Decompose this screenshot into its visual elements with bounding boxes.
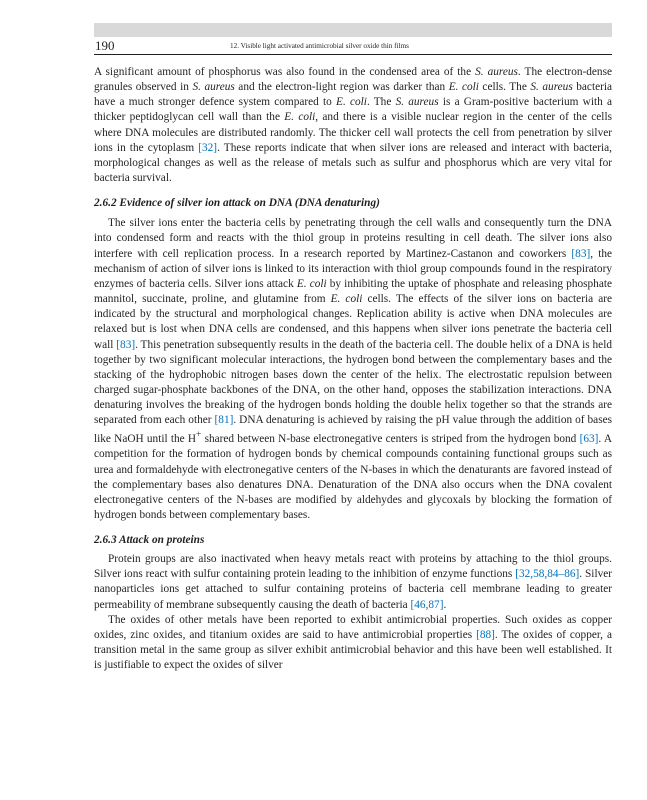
text-run: . The bbox=[366, 96, 396, 109]
header-bar bbox=[94, 23, 612, 37]
text-run: The silver ions enter the bacteria cells by penetrating through the cell walls and consequently turn the DNA into condensed form and reacts with the thiol group in proteins resulting in cell death. The silver ions also interfere with cell replication process. In a research reported by Martinez-Castanon and coworkers bbox=[94, 217, 612, 260]
header-rule bbox=[94, 54, 612, 55]
citation-link[interactable]: [83] bbox=[116, 338, 136, 351]
text-run: , the mechanism of action of silver ions is linked to its interaction with thiol group compounds found in the respiratory enzymes of bacteria cells. Silver ions attack bbox=[94, 247, 612, 290]
species-name: E. coli bbox=[330, 293, 363, 306]
species-name: E. coli bbox=[336, 96, 367, 109]
text-run: . These reports indicate that when silver ions are released and interact with bacteria, morphological changes as well as the release of metals such as sulfur and phosphorus which are very vital for bacteria survival. bbox=[94, 141, 612, 185]
text-run: . Silver nanoparticles ions get attached to sulfur containing proteins of bacteria cell membrane leading to greater permeability of membrane subsequently causing the death of bacteria bbox=[94, 568, 613, 611]
text-run: cells. The bbox=[478, 81, 531, 94]
citation-link[interactable]: [63] bbox=[579, 433, 599, 446]
section-2-6-3-paragraph-1 bbox=[94, 552, 612, 613]
text-run: is a Gram-positive bacterium with a thicker peptidoglycan cell wall than the bbox=[94, 96, 612, 124]
text-run: . A competition for the formation of hydrogen bonds by chemical compounds containing functional groups such as urea and formaldehyde with electronegative centers of the N-bases in which the denaturants are favored instead of the complementary bases also denatures DNA. Denaturation of the DNA also occurs when the DNA covalent electronegative centers of the N-bases are modified by aldehydes and glycoxals by blocking the formation of hydrogen bonds between complementary bases. bbox=[94, 433, 612, 521]
page-number: 190 bbox=[95, 38, 115, 53]
citation-link[interactable]: [32,58,84–86] bbox=[515, 568, 580, 581]
text-run: cells. The effects of the silver ions on bacteria are indicated by the structural and morphological changes. Replication ability is active when DNA molecules are relaxed but is lost when DNA cells are condensed, and this happens when silver ions penetrate the bacteria cell wall bbox=[94, 293, 612, 351]
text-run: A significant amount of phosphorus was also found in the condensed area of the bbox=[94, 66, 476, 78]
citation-link[interactable]: [83] bbox=[571, 247, 591, 260]
text-run: . The oxides of copper, a transition metal in the same group as silver exhibit antimicrobial behavior and this have been well established. It is justifiable to expect the oxides of silver bbox=[94, 628, 612, 672]
citation-link[interactable]: [46,87] bbox=[410, 598, 444, 611]
section-heading-2-6-2: 2.6.2 Evidence of silver ion attack on DNA (DNA denaturing) bbox=[94, 197, 380, 210]
section-2-6-2-paragraph bbox=[94, 216, 612, 523]
text-run: The oxides of other metals have been reported to exhibit antimicrobial properties. Such oxides as copper oxides, zinc oxides, and titanium oxides are said to have antimicrobial properties bbox=[94, 613, 612, 641]
text-run: bacteria have a much stronger defence system compared to bbox=[94, 81, 613, 109]
body-text bbox=[94, 65, 612, 673]
text-run: . bbox=[443, 598, 447, 611]
citation-link[interactable]: [88] bbox=[476, 628, 495, 641]
text-run: . This penetration subsequently results in the death of the bacteria cell. The double helix of a DNA is held together by two significant molecular interactions, the hydrogen bond between the complementary bases and the stacking of the hydrophobic nitrogen bases down the center of the helix. The electrostatic repulsion between charged sugar-phosphate backbones of the DNA, on the other hand, opposes the stabilization interactions. DNA denaturing involves the breaking of the hydrogen bonds holding the double helix together so that the strands are separated from each other bbox=[94, 338, 612, 427]
running-head: 12. Visible light activated antimicrobial silver oxide thin films bbox=[230, 42, 409, 50]
species-name: E. coli bbox=[284, 111, 316, 124]
species-name: E. coli bbox=[296, 277, 327, 290]
intro-paragraph bbox=[94, 65, 612, 186]
citation-link[interactable]: [32] bbox=[198, 141, 218, 154]
citation-link[interactable]: [81] bbox=[214, 414, 234, 427]
species-name: S. aureus bbox=[395, 96, 439, 109]
text-run: shared between N-base electronegative centers is striped from the hydrogen bond bbox=[201, 433, 580, 446]
species-name: S. aureus bbox=[475, 66, 518, 78]
superscript: + bbox=[196, 430, 202, 441]
text-run: . DNA denaturing is achieved by raising the pH value through the addition of bases like NaOH until the H bbox=[94, 414, 613, 446]
species-name: S. aureus bbox=[530, 81, 573, 94]
text-run: , and there is a visible nuclear region in the center of the cells where DNA molecules are distributed randomly. The thicker cell wall protects the cell from penetration by silver ions in the cytoplasm bbox=[94, 111, 612, 154]
text-run: Protein groups are also inactivated when heavy metals react with proteins by attaching to the thiol groups. Silver ions react with sulfur containing protein leading to the inhibition of enzyme functions bbox=[94, 553, 612, 581]
text-run: and the electron-light region was darker than bbox=[234, 81, 449, 94]
text-run: by inhibiting the uptake of phosphate and releasing phosphate mannitol, succinate, proline, and glutamine from bbox=[94, 277, 612, 306]
text-run: . The electron-dense granules observed in bbox=[94, 66, 612, 94]
section-heading-2-6-3: 2.6.3 Attack on proteins bbox=[94, 534, 205, 547]
section-2-6-3-paragraph-2 bbox=[94, 613, 612, 674]
species-name: E. coli bbox=[448, 81, 479, 94]
species-name: S. aureus bbox=[192, 81, 235, 94]
